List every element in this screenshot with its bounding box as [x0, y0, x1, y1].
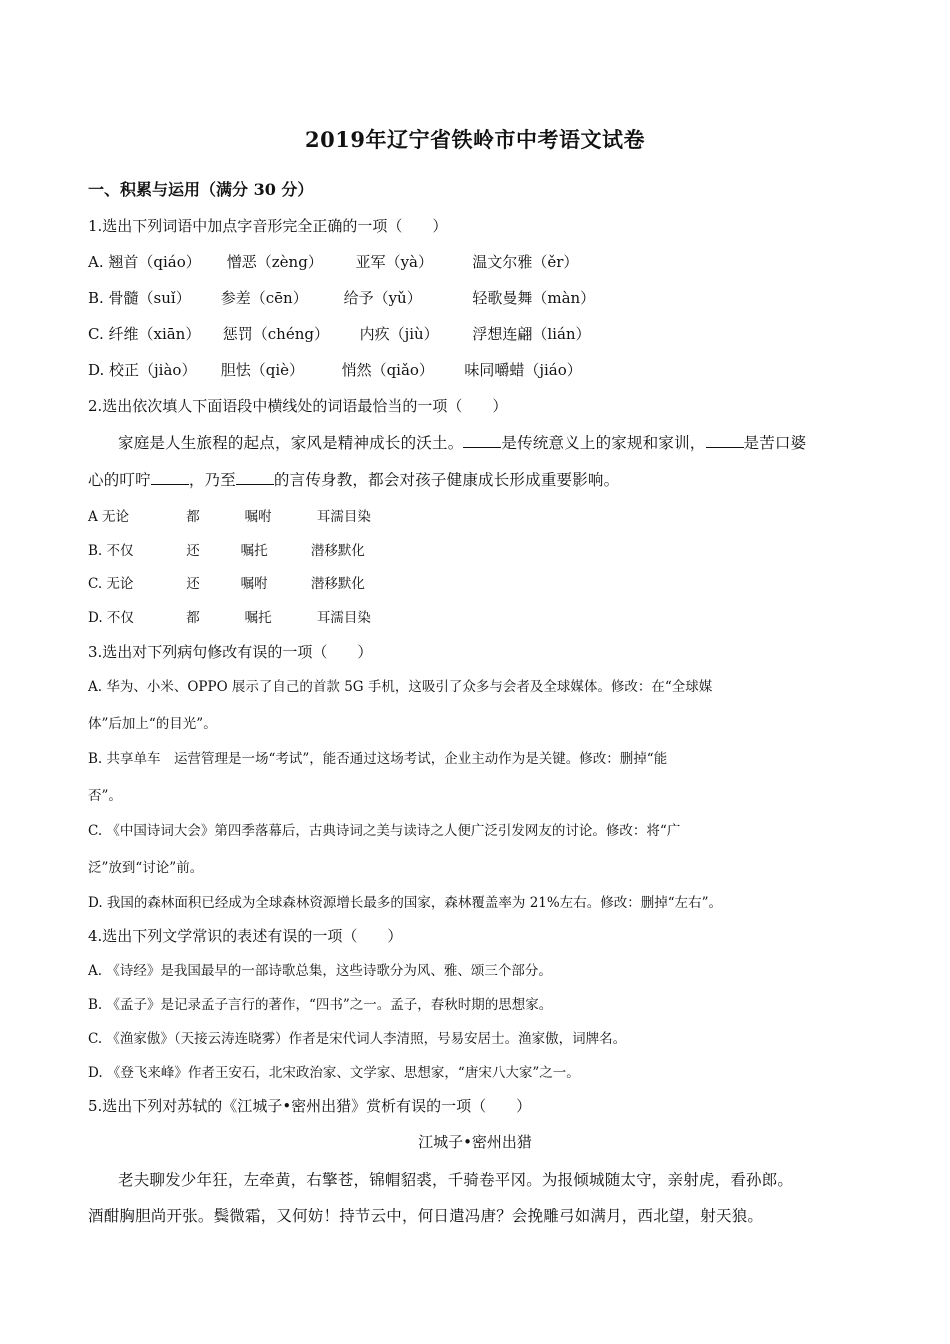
poem-line-1: 老夫聊发少年狂，左牵黄，右擎苍，锦帽貂裘，千骑卷平冈。为报倾城随太守，亲射虎，看孙郎。 [118, 1171, 794, 1189]
question-3-option-c: C. 《中国诗词大会》第四季落幕后，古典诗词之美与读诗之人便广泛引发网友的讨论。修改：将“广 [88, 823, 681, 839]
question-1-option-b: B. 骨髓（suǐ） 参差（cēn） 给予（yǔ） 轻歌曼舞（màn） [88, 289, 596, 307]
question-3-option-b-cont: 否”。 [88, 788, 122, 804]
question-4-option-a: A. 《诗经》是我国最早的一部诗歌总集，这些诗歌分为风、雅、颂三个部分。 [88, 963, 552, 979]
question-4-option-d: D. 《登飞来峰》作者王安石，北宋政治家、文学家、思想家，“唐宋八大家”之一。 [88, 1065, 580, 1081]
question-3-option-a: A. 华为、小米、OPPO 展示了自己的首款 5G 手机，这吸引了众多与会者及全球媒体。修改：在“全球媒 [88, 679, 713, 695]
question-1-stem: 1.选出下列词语中加点字音形完全正确的一项（ ） [88, 217, 448, 235]
question-2-option-d: D. 不仅 都 嘱托 耳濡目染 [88, 610, 371, 626]
question-2-passage-line-1: 家庭是人生旅程的起点，家风是精神成长的沃土。 是传统意义上的家规和家训， 是苦口婆 [118, 434, 807, 452]
answer-blank [463, 433, 501, 448]
question-2-passage-line-2: 心的叮咛 ，乃至 的言传身教，都会对孩子健康成长形成重要影响。 [88, 471, 620, 489]
question-1-option-a: A. 翘首（qiáo） 憎恶（zèng） 亚军（yà） 温文尔雅（ěr） [88, 253, 579, 271]
question-1-option-c: C. 纤维（xiān） 惩罚（chéng） 内疚（jiù） 浮想连翩（lián） [88, 325, 591, 343]
section-heading: 一、积累与运用（满分 30 分） [88, 180, 314, 199]
exam-title: 2019年辽宁省铁岭市中考语文试卷 [305, 127, 645, 152]
question-3-stem: 3.选出对下列病句修改有误的一项（ ） [88, 643, 373, 661]
question-3-option-d: D. 我国的森林面积已经成为全球森林资源增长最多的国家，森林覆盖率为 21%左右。修改：删掉“左右”。 [88, 895, 723, 911]
question-2-option-a: A 无论 都 嘱咐 耳濡目染 [88, 509, 371, 525]
question-2-option-c: C. 无论 还 嘱咐 潜移默化 [88, 576, 365, 592]
poem-title: 江城子•密州出猎 [418, 1133, 532, 1151]
answer-blank [706, 433, 744, 448]
question-3-option-a-cont: 体”后加上“的目光”。 [88, 716, 217, 732]
answer-blank [236, 470, 274, 485]
question-2-stem: 2.选出依次填人下面语段中横线处的词语最恰当的一项（ ） [88, 397, 508, 415]
poem-line-2: 酒酣胸胆尚开张。鬓微霜，又何妨！持节云中，何日遣冯唐？会挽雕弓如满月，西北望，射天狼。 [88, 1207, 764, 1225]
question-4-option-b: B. 《孟子》是记录孟子言行的著作，“四书”之一。孟子，春秋时期的思想家。 [88, 997, 553, 1013]
question-3-option-c-cont: 泛”放到“讨论”前。 [88, 860, 204, 876]
question-5-stem: 5.选出下列对苏轼的《江城子•密州出猎》赏析有误的一项（ ） [88, 1097, 532, 1115]
question-2-option-b: B. 不仅 还 嘱托 潜移默化 [88, 543, 365, 559]
question-4-option-c: C. 《渔家傲》（天接云涛连晓雾）作者是宋代词人李清照，号易安居士。渔家傲，词牌名。 [88, 1031, 627, 1047]
question-1-option-d: D. 校正（jiào） 胆怯（qiè） 悄然（qiǎo） 味同嚼蜡（jiáo） [88, 361, 582, 379]
question-3-option-b: B. 共享单车 运营管理是一场“考试”，能否通过这场考试，企业主动作为是关键。修改：删掉“能 [88, 751, 668, 767]
answer-blank [151, 470, 189, 485]
question-4-stem: 4.选出下列文学常识的表述有误的一项（ ） [88, 927, 403, 945]
